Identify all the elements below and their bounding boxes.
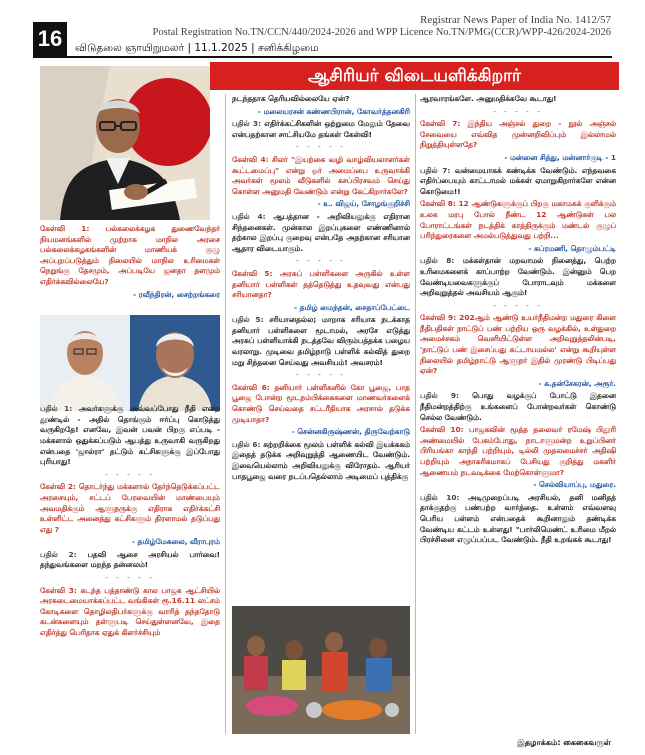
answer-block (232, 440, 410, 482)
question-label: கேள்வி 4: (232, 154, 272, 164)
question-label: கேள்வி 5: (232, 268, 280, 278)
answer-continuation: நடந்ததாக தெரியவில்லையே ஏன்? (232, 94, 350, 103)
answer-block (420, 166, 616, 198)
question-label: கேள்வி 1: (40, 224, 106, 233)
byline: - சென்னகிருஷ்ணன், திருவேற்காடு (291, 427, 410, 437)
answer-label: பதில் 9: (420, 391, 473, 401)
question-block (420, 119, 616, 151)
question-block (232, 383, 410, 425)
answer-block (232, 315, 410, 368)
column-divider-1 (225, 94, 226, 734)
byline: - செல்வியாப்பு, மதுரை. (533, 480, 616, 490)
photo-spacer (40, 302, 220, 404)
editor-portrait-photo (40, 66, 210, 220)
answer-label: பதில் 4: (232, 211, 274, 221)
separator: - - - - - (105, 573, 155, 583)
column-3 (420, 94, 616, 734)
answer-text: சரியானதல்ல; மாறாக சரியாக நடக்காத தனியார் பள்ளிகளை மூடாமல், அரசே எடுத்து அரசுப் பள்ளியாக்கி நடத்தவே விரும்பத்தக்க பழைய வரலாறு. முடிவை தமிழ்நாடு பள்ளிக் கல்வித் துறை மறு சிந்தனை செய்வது அவசியம்! அவசரம்! (232, 315, 410, 367)
page-header (0, 0, 645, 58)
answer-block (420, 256, 616, 298)
question-text: தனியார் பள்ளிகளில் கோ பூஜை, பாத பூஜை போன்ற மூடநம்பிக்கைகளை மாணவர்களைக் கொண்டு செய்வதை சட்டரீதியாக அரசால் தடுக்க முடியாதா? (232, 382, 410, 424)
byline: - தமிழ் மைந்தன், சைதாப்பேட்டை (293, 302, 410, 312)
separator: - - - - - (296, 370, 346, 380)
answer-text: மக்கள்தான் மறவாமல் நினைத்து, பெற்ற உரிமைகளைக் காப்பாற்ற வேண்டும். இன்னும் பெற வேண்டியவைகளுக்குப் போராடவும் மக்களை அறிவுறுத்தல் அவசியம் ஆகும்! (420, 256, 616, 298)
separator: - - - - - (296, 142, 346, 152)
answer-text: சுற்றறிக்கை மூலம் பள்ளிக் கல்வி இயக்ககம் இதைத் தடுக்க அறிவுறுத்தி ஆணையிட வேண்டும். இவையெல்லாம் அறிவியலுக்கு விரோதம். ஆரியர் பாதபூஜை வரை நடப்பதெல்லாம் அடிமைப் புத்திக்கு (232, 439, 410, 481)
answer-continuation: ஆரவாரங்களே. அனுமதிக்கவே கூடாது! (420, 94, 557, 103)
separator: - - - - - (296, 256, 346, 266)
answer-block (420, 391, 616, 423)
column-banner: ஆசிரியர் விடையளிக்கிறார் (210, 62, 619, 90)
question-block (420, 313, 616, 377)
answer-block (420, 493, 616, 546)
question-text: கடந்த பத்தாண்டு கால பாஜக ஆட்சியில் அரசுடைமையாக்கப்பட்ட வங்கிகள் ரூ.16.11 லட்சம் கோடிகளை தொழிலதிபர்களுக்கு வாரித் தந்ததோடு கடன்களையும் தள்ளுபடி செய்துள்ளனவே, இதை எதிர்த்து பெரிதாக ஏதுக் கிளர்ச்சியும் (40, 585, 220, 638)
question-label: கேள்வி 6: (232, 382, 275, 392)
question-label: கேள்வி 2: (40, 482, 79, 492)
question-text: இந்திய அஞ்சல் துறை - நூல் அஞ்சல் சேவையை எவ்வித முன்னறிவிப்பும் இல்லாமல் நிறுத்தியுள்ளதே? (420, 119, 616, 150)
answer-text: அடிமுறைப்படி அரசியல், தனி மனிதத் தாக்குதற்கு பண்பற்ற வார்த்தை. உள்ளம் எவ்வளவு பெரிய பள்ளம் என்பதைக் கூறினாலும் தண்டிக்க வேண்டிய கட்டம் உள்ளது! "பார்லிமெண்ட் உரிமை மீறல் பிரச்சினை எழுப்பப்பட வேண்டும். நீதி உறங்கக் கூடாது! (420, 492, 616, 545)
byline: - தமிழ்மேகலை, வீராபுரம் (131, 537, 220, 547)
column-1 (40, 224, 220, 734)
separator: - - - - - (105, 469, 155, 479)
question-block (40, 482, 220, 535)
question-text: 202ஆம் ஆண்டு உயர்நீதிமன்ற மதுரை கிளை நீதிபதிகள் நாட்டுப் பண் பற்றிய ஒரு வழக்கில், உள்துறை அமைச்சகம் வெளியிட்டுள்ள அறிவுறுத்தலின்படி, 'நாட்டுப் பண் இசைப்பது கட்டாயமல்ல' என்று கூறியுள்ள நிலையில் தமிழ்நாட்டு ஆளுநர் இதில் முரண்டு பிடிப்பது ஏன்? (420, 313, 616, 376)
answer-label: பதில் 8: (420, 256, 463, 266)
question-text: தொடர்ந்து மக்களால் தேர்ந்தெடுக்கப்பட்ட அரசையும், சட்டப் பேரவையின் மாண்பையும் அவமதிக்கும் ஆளுநருக்கு எதிராக எதிர்க்கட்சி உள்ளிட்ட அனைத்து கட்சிகளும் திரளாமல் தடுப்பது எது ? (40, 482, 220, 534)
answer-label: பதில் 5: (232, 315, 270, 325)
answer-label: பதில் 10: (420, 492, 469, 502)
byline: - ரவீந்திரன், சைற்றங்கரை (133, 289, 220, 299)
publication-date: 11.1.2025 (194, 42, 248, 54)
answer-block (232, 119, 410, 140)
answer-block (232, 212, 410, 254)
answer-block (40, 550, 220, 571)
answer-label: பதில் 2: (40, 549, 88, 559)
answer-text: ஆபத்தான - அறிவியலுக்கு எதிரான சிந்தனைகள். முன்கால இறப்புகளை எண்ணினால் தற்கால இறப்பு குறைவு என்பதே அதற்கான சரியான ஆதார விடையாகும். (232, 211, 410, 253)
footer-credit: இதழாக்கம்: கைகைவருள் (517, 738, 611, 747)
column-2 (232, 94, 410, 604)
question-block (420, 199, 616, 241)
header-rule (33, 56, 612, 58)
question-text: பாஜகவின் மூத்த தலைவர் ரமேஷ் பிதூரி அண்மையில் பேசும்போது, நாடாளுமன்ற உறுப்பினர் பிரியங்கா காந்தி பற்றியும், டில்லி முதலமைச்சர் அதிஷி பற்றியும் அநாகரிகமாகப் பேசியது குறித்து மகளிர் ஆணையம் நடவடிக்கை மேற்கொள்ளுமா? (420, 425, 616, 477)
question-block (40, 586, 220, 639)
postal-line: Postal Registration No.TN/CCN/440/2024-2026 and WPP Licence No.TN/PMG(CCR)/WPP-426/2024-2026 (152, 27, 611, 38)
question-text: பல்கலைக்கழக துணைவேந்தர் நியமனங்களில் முற்றாக மாநில அரசை பல்கலைக்கழகங்களின் மாணியக் குழு அப்புறப்படுத்தும் நிலையில் மாநில உரிமைகள் நெறுங்கு தேசமும், அப்படியே ஜனதா தளமும் எதிர்க்கவில்லையே? (40, 224, 220, 286)
answer-text: அவர்களுக்கு அவ்வப்போது நீதி என்ற தூண்டில் - அதில் தொங்கும் ஈர்ப்பு கொடுத்து வருகிறதே! எனவே, இவன் பவன் பிறகு எப்படி - மக்களால் ஒதுக்கப்படும் ஆபத்து உருவாகி வருகிறது என்பதை 'ஜால்ரா' தட்டும் கட்சிகளுக்கு இப்போது புரியாது! (40, 404, 220, 467)
answer-text: பொது வழக்குப் போட்டு இதனை நீதிமன்றத்திற்கு உங்களைப் போன்றவர்கள் கொண்டு செல்ல வேண்டும். (420, 391, 616, 422)
answer-label: பதில் 6: (232, 439, 264, 449)
separator: - - - - - (493, 106, 543, 116)
question-label: கேள்வி 7: (420, 119, 468, 129)
question-block (420, 425, 616, 478)
question-block (232, 155, 410, 197)
byline: - உ. விஜய், சோழங்குறிச்சி (317, 199, 410, 209)
page-number: 16 (33, 22, 67, 56)
question-text: சிலர் "இயற்கை வழி வாழ்வியலாளர்கள் கூட்டமைப்பு" என்று ஓர் அமைப்பை உருவாக்கி அவர்கள் மூலம் வீடுகளில் கசப்பிரசவம் செய்து கொள்ள அனுமதி வேண்டும் என்று கேட்கிறார்களே? (232, 154, 410, 196)
separator: - - - - - (493, 300, 543, 310)
question-block (40, 224, 220, 288)
answer-label: பதில் 1: (40, 404, 79, 414)
byline: - சுப்ரமணி, தொழும்பட்டி (528, 243, 616, 253)
students-ritual-photo (232, 606, 410, 734)
question-label: கேள்வி 9: (420, 313, 460, 323)
answer-text: வன்மையாகக் கண்டிக்க வேண்டும். எந்தவகை எதிர்ப்பையும் காட்டாமல் மக்கள் ஏமாறுகிறார்களே என்ன கொடுமை!! (420, 165, 616, 196)
publication-day: சனிக்கிழமை (258, 42, 319, 54)
answer-label: பதில் 3: (232, 119, 265, 129)
publication-row: விடுதலை ஞாயிறுமலர் | 11.1.2025 | சனிக்கிழமை (75, 42, 319, 54)
question-text: அரசுப் பள்ளிகளை அருகில் உள்ள தனியார் பள்ளிகள் தத்தெடுத்து உதவுவது என்பது சரியானதா? (232, 268, 410, 300)
answer-label: பதில் 7: (420, 165, 455, 175)
column-divider-2 (415, 94, 416, 734)
byline: - மன்னை சித்து, மன்னார்குடி - 1 (504, 152, 616, 162)
answer-text: பதவி ஆசை அரசியல் பார்வை! தந்துவங்களை மறந்த தன்னலம்! (40, 549, 220, 570)
question-block (232, 269, 410, 301)
answer-block (40, 404, 220, 468)
registrar-line: Registrar News Paper of India No. 1412/57 (420, 14, 611, 26)
question-label: கேள்வி 10: (420, 425, 469, 435)
question-label: கேள்வி 3: (40, 585, 81, 595)
byline: - க.தன்சேகரன், அரூர். (538, 378, 616, 388)
question-label: கேள்வி 8: (420, 199, 459, 209)
question-text: 12 ஆண்டுகளுக்குப் பிறகு மகாமகக் குளிக்கும் உலக மரபு போல் நீண்ட 12 ஆண்டுகள் பல போராட்டங்கள் நடத்திக் காத்திருக்கும் மண்டல் குழுப் பரிந்துரைகளை அமல்படுத்துவது பற்றி... (420, 199, 616, 241)
byline: - மலையரசன் கண்ணபிரான், கோவர்த்தனகிரி (257, 106, 410, 116)
answer-text: எதிர்க்கட்சிகளின் ஒற்றுமை மேலும் தேவை என்பதற்கான சாட்சியமே தங்கள் கேள்வி! (232, 119, 410, 139)
publication-name: விடுதலை ஞாயிறுமலர் (75, 42, 185, 54)
